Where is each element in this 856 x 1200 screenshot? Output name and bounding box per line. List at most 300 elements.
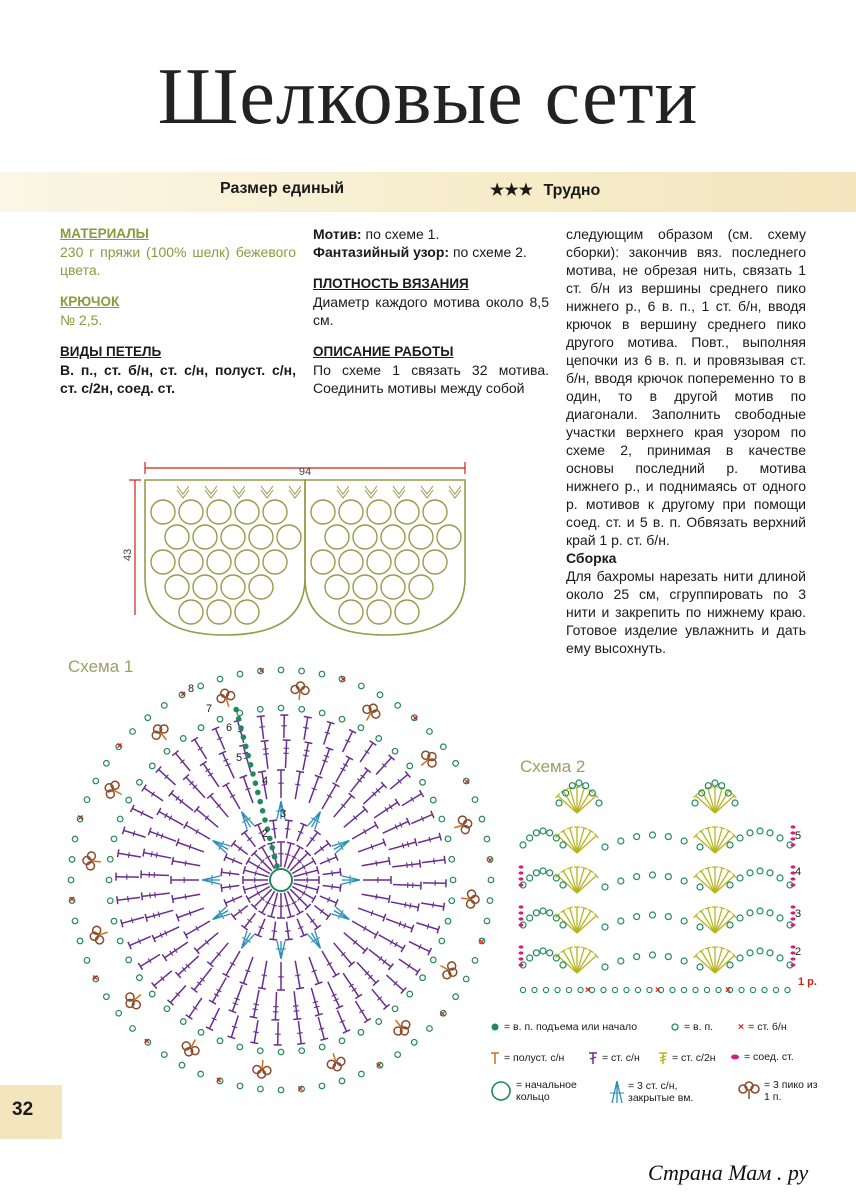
column-3 — [566, 225, 806, 657]
base-chain — [624, 987, 629, 992]
chain-stitch — [299, 1048, 305, 1054]
sc-cross: × — [297, 1084, 304, 1096]
base-chain — [750, 987, 755, 992]
picot-symbol — [215, 687, 237, 709]
slip-stitch — [519, 945, 524, 948]
stitch-symbol — [297, 823, 308, 841]
filler-mark — [449, 486, 461, 498]
motif-circle — [179, 600, 203, 624]
stitch-symbol — [191, 968, 211, 992]
stitch-symbol — [334, 943, 355, 967]
motif-circle — [409, 575, 433, 599]
stitch-symbol — [324, 721, 335, 744]
stitch-symbol — [294, 876, 319, 884]
slip-stitch — [519, 877, 524, 880]
chain-stitch — [420, 975, 426, 981]
legend-ch-start: = в. п. подъема или начало — [490, 1021, 637, 1033]
stitch-symbol — [320, 853, 338, 864]
chain-stitch — [237, 671, 243, 677]
fan-symbol — [694, 907, 737, 933]
scheme2-row-label: 4 — [795, 866, 802, 878]
fan-symbol — [556, 787, 599, 813]
cluster-symbol — [307, 809, 325, 830]
chain-stitch — [737, 915, 743, 921]
stitch-symbol — [357, 962, 379, 985]
legend-dc: = ст. с/н — [588, 1051, 640, 1065]
stitch-symbol — [223, 783, 240, 809]
stitch-symbol — [309, 957, 322, 985]
sc-cross: × — [478, 937, 485, 949]
assembly-text: Для бахромы нарезать нити длиной около 25 см, сгруппировать по 3 нити и закрепить по нижнему краю. Готовое изделие увлажнить и дать ему высохнуть. — [566, 568, 806, 656]
stitch-symbol — [221, 884, 239, 892]
slip-stitch — [791, 883, 796, 886]
materials-heading: МАТЕРИАЛЫ — [60, 226, 149, 241]
stitch-symbol — [344, 933, 368, 954]
stitch-symbol — [421, 902, 444, 910]
chain-stitch — [602, 964, 608, 970]
stitch-symbol — [219, 751, 234, 778]
chain-stitch — [72, 918, 78, 924]
stitch-symbol — [258, 961, 267, 989]
base-chain — [543, 987, 548, 992]
sc-cross: × — [216, 1075, 222, 1087]
chain-stitch — [547, 830, 553, 836]
filler-mark — [205, 486, 217, 498]
chain-stitch — [533, 910, 539, 916]
chain-stitch — [737, 875, 743, 881]
motif-circle — [395, 550, 419, 574]
motif-circle — [325, 575, 349, 599]
stitch-symbol — [283, 740, 291, 768]
stitch-symbol — [241, 830, 255, 847]
chain-stitch — [681, 838, 687, 844]
legend-ch: = в. п. — [670, 1021, 713, 1033]
chain-stitch — [376, 1019, 382, 1025]
chain-stitch — [392, 1006, 398, 1012]
chain-stitch — [527, 955, 533, 961]
assembly-diagram — [122, 460, 465, 640]
description-heading: ОПИСАНИЕ РАБОТЫ — [313, 344, 454, 359]
stitch-symbol — [379, 935, 405, 952]
chain-stitch — [137, 975, 143, 981]
chain-stitch — [84, 797, 90, 803]
stitch-symbol — [320, 896, 338, 907]
stitch-symbol — [186, 998, 202, 1019]
chain-stitch — [527, 875, 533, 881]
stitch-symbol — [391, 902, 419, 911]
stitch-symbol — [309, 775, 322, 803]
chain-stitch — [104, 761, 110, 767]
scheme1-motif-chart — [63, 658, 503, 1098]
chain-stitch — [747, 870, 753, 876]
motif-circle — [353, 525, 377, 549]
stitch-symbol — [307, 913, 321, 930]
chain-stitch — [665, 874, 671, 880]
motif-text: по схеме 1. — [365, 226, 440, 242]
cluster-symbol — [331, 836, 352, 854]
chain-stitch — [68, 877, 74, 883]
stitch-symbol — [175, 956, 198, 978]
chain-stitch — [137, 779, 143, 785]
stitch-symbol — [389, 838, 417, 849]
chain-stitch — [547, 870, 553, 876]
stitch-symbol — [257, 716, 265, 739]
stitch-symbol — [172, 857, 200, 866]
sc-cross: × — [92, 972, 99, 984]
scheme1-label: Схема 1 — [68, 657, 134, 676]
width-label: 94 — [298, 466, 312, 478]
chain-stitch — [411, 1040, 417, 1046]
chain-stitch — [665, 834, 671, 840]
sc-cross: × — [725, 985, 731, 996]
base-chain — [612, 987, 617, 992]
base-chain — [704, 987, 709, 992]
chain-stitch — [278, 705, 284, 711]
stitch-symbol — [344, 806, 368, 827]
stitch-symbol — [224, 896, 242, 907]
chain-stitch — [257, 706, 263, 712]
treble-crochet-icon — [658, 1051, 668, 1065]
slip-stitch — [519, 951, 524, 954]
stitch-symbol — [207, 943, 228, 967]
stitch-symbol — [369, 949, 393, 969]
motif-circle — [179, 550, 203, 574]
chain-stitch — [278, 667, 284, 673]
fancy-text: по схеме 2. — [452, 244, 527, 260]
picot-symbol — [88, 924, 110, 946]
chain-stitch — [427, 729, 433, 735]
sc-cross: × — [585, 985, 591, 996]
stitch-symbol — [156, 767, 176, 785]
stitch-symbol — [184, 822, 210, 839]
stitch-symbol — [122, 827, 145, 838]
stitch-symbol — [323, 884, 341, 892]
chain-stitch — [257, 1048, 263, 1054]
chain-stitch — [319, 710, 325, 716]
page-number: 32 — [12, 1099, 34, 1120]
chain-stitch — [665, 954, 671, 960]
stitch-symbol — [277, 962, 285, 990]
filler-mark — [177, 486, 189, 498]
stitch-symbol — [162, 942, 188, 961]
start-chain-dot — [241, 734, 247, 740]
sc-cross: × — [376, 1060, 382, 1072]
motif-circle — [165, 575, 189, 599]
chain-stitch — [179, 1062, 185, 1068]
chain-stitch — [737, 955, 743, 961]
stitch-symbol — [207, 793, 228, 817]
chain-stitch — [217, 1038, 223, 1044]
motif-label: Мотив: — [313, 226, 362, 242]
size-label: Размер единый — [220, 180, 345, 197]
motif-circle — [179, 500, 203, 524]
materials-text: 230 г пряжи (100% шелк) бежевого цвета. — [60, 244, 296, 278]
chain-stitch — [602, 924, 608, 930]
chain-stitch — [560, 962, 566, 968]
sc-cross: × — [655, 985, 661, 996]
stitch-symbol — [297, 1021, 305, 1044]
difficulty — [490, 180, 600, 200]
chain-stitch — [453, 761, 459, 767]
stitch-symbol — [128, 936, 151, 949]
stitch-symbol — [303, 742, 312, 770]
filled-dot-icon — [490, 1022, 500, 1032]
chain-stitch — [650, 832, 656, 838]
chain-stitch — [767, 830, 773, 836]
slip-stitch — [519, 957, 524, 960]
chain-stitch — [697, 924, 703, 930]
motif-circle — [395, 600, 419, 624]
stitch-symbol — [363, 782, 386, 804]
stitch-symbol — [254, 919, 265, 937]
chain-stitch — [130, 729, 136, 735]
stitch-symbol — [116, 873, 139, 881]
stitch-symbol — [355, 1001, 370, 1023]
stitch-symbol — [221, 868, 239, 876]
chain-stitch — [106, 877, 112, 883]
chain-stitch — [162, 703, 168, 709]
chain-stitch — [77, 938, 83, 944]
chain-stitch — [634, 874, 640, 880]
base-chain — [578, 987, 583, 992]
stitch-symbol — [261, 740, 269, 768]
stitch-symbol — [138, 954, 160, 969]
chain-stitch — [84, 958, 90, 964]
chain-stitch — [697, 964, 703, 970]
chain-stitch — [69, 857, 75, 863]
shawl-outline — [145, 480, 465, 635]
hook-text: № 2,5. — [60, 312, 103, 328]
stitch-symbol — [422, 856, 445, 864]
motif-circle — [339, 500, 363, 524]
chain-stitch — [126, 957, 132, 963]
chain-stitch — [472, 958, 478, 964]
legend-ring: = начальное кольцо — [490, 1079, 590, 1103]
stitch-symbol — [240, 957, 253, 985]
picot-symbol — [325, 1051, 347, 1073]
cluster-symbol — [237, 809, 255, 830]
motif-circle — [409, 525, 433, 549]
chain-stitch — [583, 783, 589, 789]
stitch-symbol — [169, 790, 193, 810]
assembly-heading: Сборка — [566, 550, 617, 566]
chain-stitch — [777, 875, 783, 881]
base-chain — [647, 987, 652, 992]
column-1 — [60, 225, 296, 397]
start-chain-dot — [262, 817, 268, 823]
stitch-symbol — [176, 908, 204, 921]
filler-mark — [421, 486, 433, 498]
chain-stitch — [299, 706, 305, 712]
motif-circle — [395, 500, 419, 524]
stitch-symbol — [141, 870, 169, 878]
chain-stitch — [533, 950, 539, 956]
stitch-symbol — [118, 849, 141, 857]
sc-cross: × — [412, 713, 419, 725]
chain-stitch — [487, 898, 493, 904]
stitch-symbol — [294, 866, 319, 876]
stitch-symbol — [352, 822, 378, 839]
cluster-symbol — [237, 930, 255, 951]
picot-symbol — [148, 720, 173, 745]
chain-stitch — [463, 976, 469, 982]
chain-stitch — [339, 1078, 345, 1084]
start-chain-dot — [255, 790, 261, 796]
fan-symbol — [556, 827, 599, 853]
chain-stitch — [116, 1010, 122, 1016]
stitch-symbol — [293, 991, 301, 1019]
fan-symbol — [556, 907, 599, 933]
slip-stitch-icon — [730, 1052, 740, 1062]
stitch-symbol — [267, 893, 277, 918]
stitch-symbol — [168, 985, 186, 1005]
fan-symbol — [694, 827, 737, 853]
start-chain-dot — [269, 845, 275, 851]
stitch-symbol — [212, 727, 225, 750]
chain-stitch — [737, 835, 743, 841]
chain-stitch — [556, 800, 562, 806]
stitch-symbol — [295, 771, 304, 799]
chain-stitch — [395, 703, 401, 709]
stitch-symbol — [297, 919, 308, 937]
chain-stitch — [472, 797, 478, 803]
half-double-crochet-icon — [490, 1051, 500, 1065]
page-title: Шелковые сети — [157, 53, 699, 141]
picot-symbol — [179, 1035, 203, 1059]
start-chain-dot — [238, 725, 244, 731]
motif-circle — [207, 550, 231, 574]
legend-sc: × = ст. б/н — [738, 1021, 787, 1033]
cluster-symbol — [276, 941, 286, 959]
picot-symbol — [436, 958, 460, 982]
chain-stitch — [164, 748, 170, 754]
scheme2-row-label: 5 — [795, 830, 802, 842]
chain-stitch — [540, 828, 546, 834]
stitch-symbol — [229, 985, 242, 1013]
stitch-symbol — [334, 793, 355, 817]
motif-circle — [263, 550, 287, 574]
stitch-symbol — [206, 1008, 220, 1030]
legend-hdc: = полуст. с/н — [490, 1051, 564, 1065]
picot-symbol — [252, 1059, 272, 1079]
picot-symbol — [415, 747, 440, 772]
stitch-symbol — [328, 982, 343, 1009]
start-ring — [270, 869, 292, 891]
motif-circle — [151, 500, 175, 524]
legend-sl: = соед. ст. — [730, 1051, 794, 1063]
base-chain — [635, 987, 640, 992]
chain-stitch — [484, 918, 490, 924]
picot-symbol — [460, 889, 480, 909]
stitch-symbol — [269, 922, 277, 940]
chain-stitch — [407, 991, 413, 997]
stitch-symbol — [194, 806, 218, 827]
slip-stitch — [519, 963, 524, 966]
legend — [490, 1013, 820, 1123]
chain-stitch — [747, 830, 753, 836]
stitch-symbol — [390, 771, 410, 789]
stitch-symbol — [399, 959, 420, 975]
motif-circle — [235, 550, 259, 574]
motif-circle — [437, 525, 461, 549]
stitch-symbol — [362, 857, 390, 866]
chain-stitch — [618, 838, 624, 844]
sc-cross: × — [258, 665, 265, 677]
chain-stitch — [488, 877, 494, 883]
chain-stitch — [777, 915, 783, 921]
stitch-symbol — [386, 975, 406, 993]
fan-symbol — [694, 867, 737, 893]
scheme2-pattern-chart — [515, 775, 815, 1005]
slip-stitch — [791, 843, 796, 846]
stitch-symbol — [241, 913, 255, 930]
stitch-symbol — [362, 894, 390, 903]
stitches-heading: ВИДЫ ПЕТЕЛЬ — [60, 344, 162, 359]
start-chain-dot — [248, 762, 254, 768]
open-dot-icon — [670, 1022, 680, 1032]
chain-stitch — [439, 816, 445, 822]
stitch-symbol — [228, 1015, 239, 1038]
chain-stitch — [278, 1087, 284, 1093]
sc-cross: × — [116, 740, 123, 752]
chain-stitch — [757, 908, 763, 914]
hook-heading: КРЮЧОК — [60, 294, 120, 309]
page-number-box — [0, 1085, 62, 1139]
stitch-symbol — [274, 1022, 282, 1045]
cluster-symbol — [210, 906, 231, 924]
chain-stitch — [757, 868, 763, 874]
stitch-symbol — [290, 889, 311, 910]
start-chain-dot — [272, 854, 278, 860]
filler-mark — [365, 486, 377, 498]
filler-mark — [289, 486, 301, 498]
chain-stitch — [339, 1038, 345, 1044]
stitch-symbol — [352, 921, 378, 938]
magic-ring-icon — [490, 1080, 512, 1102]
stitch-symbol — [224, 853, 242, 864]
scheme1-row-label: 5 — [236, 752, 243, 764]
stitch-symbol — [269, 820, 277, 838]
base-chain — [555, 987, 560, 992]
stitch-symbol — [280, 715, 288, 738]
stitch-symbol — [284, 842, 294, 867]
stitch-symbol — [172, 751, 190, 771]
chain-stitch — [449, 898, 455, 904]
chain-stitch — [198, 725, 204, 731]
stitch-symbol — [152, 971, 172, 989]
motif-circle — [367, 500, 391, 524]
fan-symbol — [556, 867, 599, 893]
chain-stitch — [164, 1006, 170, 1012]
motif-circle — [423, 550, 447, 574]
motif-circle — [193, 575, 217, 599]
chain-stitch — [634, 834, 640, 840]
stitch-symbol — [343, 730, 357, 752]
density-text: Диаметр каждого мотива около 8,5 см. — [313, 294, 549, 328]
chain-stitch — [727, 962, 733, 968]
legend-tr: = ст. с/2н — [658, 1051, 716, 1065]
chain-stitch — [697, 844, 703, 850]
chain-stitch — [278, 1049, 284, 1055]
picot-symbol — [121, 988, 146, 1013]
stitch-symbol — [374, 799, 400, 818]
cross-icon: × — [738, 1021, 745, 1033]
fan-symbol — [556, 947, 599, 973]
chain-stitch — [540, 868, 546, 874]
chain-stitch — [747, 910, 753, 916]
stitch-symbol — [191, 737, 206, 759]
slip-stitch — [791, 923, 796, 926]
